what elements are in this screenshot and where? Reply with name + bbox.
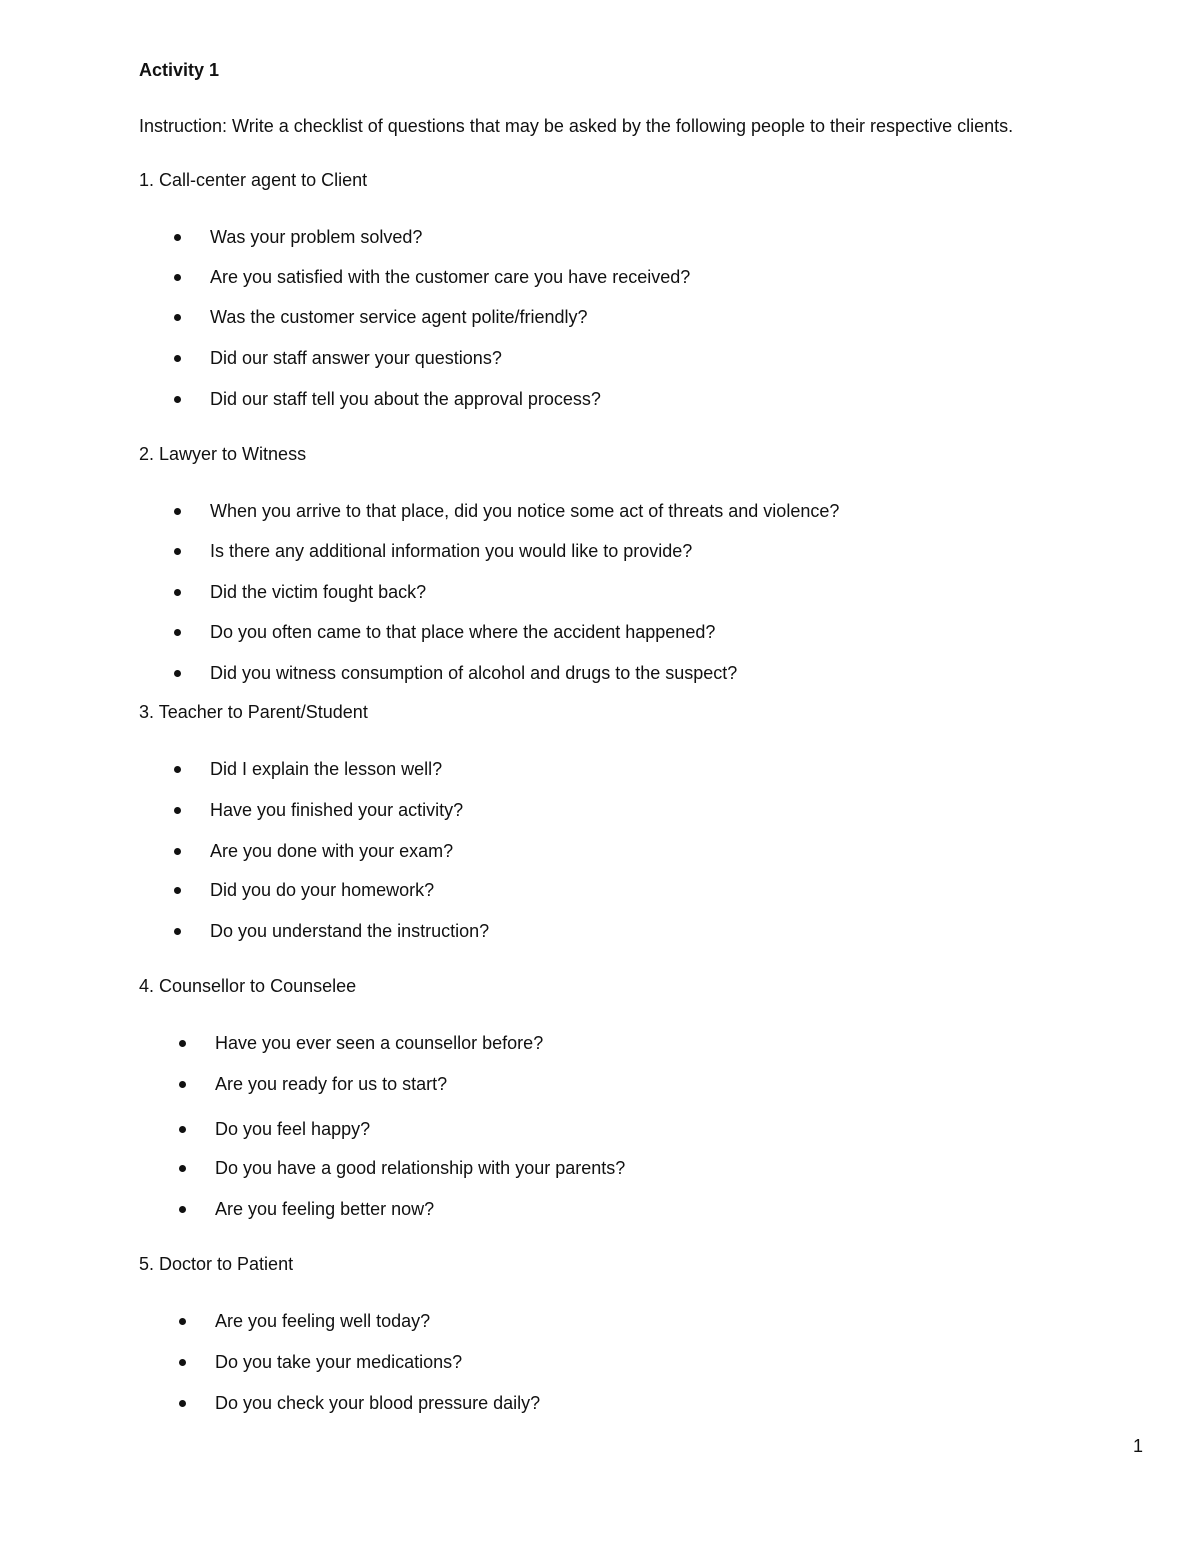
section-heading: 1. Call-center agent to Client bbox=[139, 170, 368, 190]
list-item bbox=[172, 839, 1072, 863]
list-item-text: Did I explain the lesson well? bbox=[210, 759, 443, 779]
section-heading: 2. Lawyer to Witness bbox=[139, 444, 307, 464]
list-item-text: Do you take your medications? bbox=[215, 1352, 463, 1372]
bullet-icon bbox=[179, 1359, 186, 1366]
list-item bbox=[172, 757, 1072, 781]
list-item-text: Have you finished your activity? bbox=[210, 800, 464, 820]
bullet-icon bbox=[174, 508, 181, 515]
bullet-icon bbox=[179, 1126, 186, 1133]
list-item-text: Did you do your homework? bbox=[210, 880, 435, 900]
list-item bbox=[172, 878, 1072, 902]
bullet-icon bbox=[174, 670, 181, 677]
bullet-icon bbox=[179, 1206, 186, 1213]
bullet-icon bbox=[174, 887, 181, 894]
section-heading: 3. Teacher to Parent/Student bbox=[139, 702, 368, 722]
bullet-icon bbox=[174, 548, 181, 555]
list-item bbox=[172, 798, 1072, 822]
list-item bbox=[172, 620, 1072, 644]
list-item-text: Do you feel happy? bbox=[215, 1119, 371, 1139]
list-item-text: Are you feeling well today? bbox=[215, 1311, 431, 1331]
list-item-text: Do you understand the instruction? bbox=[210, 921, 490, 941]
list-item bbox=[177, 1391, 1077, 1415]
list-item-text: When you arrive to that place, did you notice some act of threats and violence? bbox=[210, 501, 840, 521]
list-item-text: Was your problem solved? bbox=[210, 227, 423, 247]
list-item bbox=[172, 346, 1072, 370]
instruction-text: Instruction: Write a checklist of questions that may be asked by the following people to their respective clients. bbox=[139, 116, 1014, 136]
bullet-icon bbox=[174, 807, 181, 814]
list-item-text: Are you done with your exam? bbox=[210, 841, 454, 861]
list-item bbox=[177, 1072, 1077, 1096]
bullet-icon bbox=[174, 234, 181, 241]
bullet-icon bbox=[174, 355, 181, 362]
list-item bbox=[172, 539, 1072, 563]
list-item-text: Do you check your blood pressure daily? bbox=[215, 1393, 541, 1413]
list-item-text: Was the customer service agent polite/friendly? bbox=[210, 307, 588, 327]
list-item bbox=[172, 387, 1072, 411]
bullet-icon bbox=[174, 396, 181, 403]
bullet-icon bbox=[174, 314, 181, 321]
list-item bbox=[172, 919, 1072, 943]
bullet-icon bbox=[174, 928, 181, 935]
list-item-text: Do you often came to that place where the accident happened? bbox=[210, 622, 716, 642]
list-item-text: Did our staff answer your questions? bbox=[210, 348, 502, 368]
list-item bbox=[177, 1031, 1077, 1055]
list-item-text: Are you ready for us to start? bbox=[215, 1074, 448, 1094]
bullet-icon bbox=[174, 274, 181, 281]
document-title: Activity 1 bbox=[139, 60, 220, 80]
list-item-text: Do you have a good relationship with your parents? bbox=[215, 1158, 626, 1178]
list-item-text: Is there any additional information you would like to provide? bbox=[210, 541, 693, 561]
list-item-text: Are you satisfied with the customer care you have received? bbox=[210, 267, 691, 287]
list-item-text: Did our staff tell you about the approval process? bbox=[210, 389, 601, 409]
list-item bbox=[172, 265, 1072, 289]
bullet-icon bbox=[179, 1040, 186, 1047]
bullet-icon bbox=[179, 1081, 186, 1088]
bullet-icon bbox=[179, 1165, 186, 1172]
bullet-icon bbox=[179, 1318, 186, 1325]
bullet-icon bbox=[174, 848, 181, 855]
bullet-icon bbox=[174, 629, 181, 636]
section-heading: 5. Doctor to Patient bbox=[139, 1254, 294, 1274]
bullet-icon bbox=[174, 766, 181, 773]
bullet-icon bbox=[174, 589, 181, 596]
list-item bbox=[172, 305, 1072, 329]
bullet-icon bbox=[179, 1400, 186, 1407]
list-item bbox=[177, 1197, 1077, 1221]
list-item-text: Did the victim fought back? bbox=[210, 582, 427, 602]
list-item bbox=[172, 661, 1072, 685]
list-item bbox=[177, 1309, 1077, 1333]
list-item-text: Did you witness consumption of alcohol and drugs to the suspect? bbox=[210, 663, 738, 683]
list-item-text: Are you feeling better now? bbox=[215, 1199, 435, 1219]
list-item bbox=[177, 1350, 1077, 1374]
page-number: 1 bbox=[1133, 1436, 1144, 1456]
section-heading: 4. Counsellor to Counselee bbox=[139, 976, 357, 996]
list-item bbox=[172, 225, 1072, 249]
list-item bbox=[177, 1156, 1077, 1180]
list-item bbox=[172, 499, 1072, 523]
list-item-text: Have you ever seen a counsellor before? bbox=[215, 1033, 544, 1053]
list-item bbox=[172, 580, 1072, 604]
list-item bbox=[177, 1117, 1077, 1141]
